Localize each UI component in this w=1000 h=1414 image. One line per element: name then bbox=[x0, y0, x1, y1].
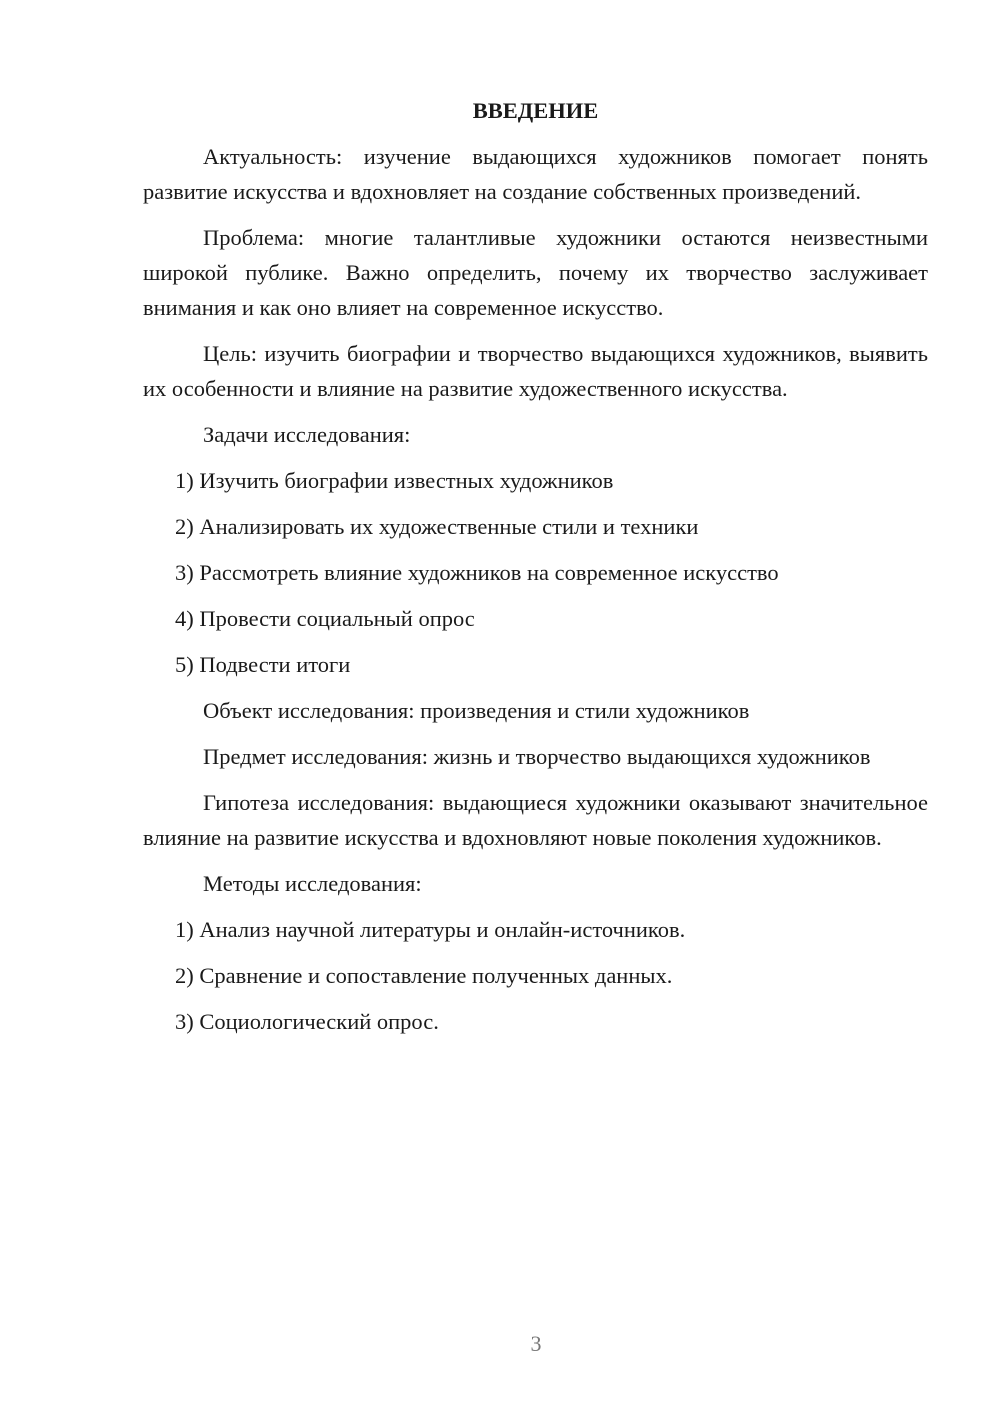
tasks-heading: Задачи исследования: bbox=[203, 422, 411, 447]
list-item: 1) Анализ научной литературы и онлайн-источников. bbox=[175, 917, 686, 942]
list-item: 4) Провести социальный опрос bbox=[175, 606, 475, 631]
problem-paragraph: Проблема: многие талантливые художники остаются неизвестными широкой публике. Важно определить, почему их творчество заслуживает внимания и как оно влияет на современное искусство. bbox=[143, 225, 928, 320]
methods-list bbox=[143, 912, 928, 1039]
object-line: Объект исследования: произведения и стили художников bbox=[203, 698, 750, 723]
page-number: 3 bbox=[530, 1331, 542, 1356]
list-item: 5) Подвести итоги bbox=[175, 652, 351, 677]
list-item: 3) Социологический опрос. bbox=[175, 1009, 439, 1034]
section-title: ВВЕДЕНИЕ bbox=[472, 98, 599, 123]
goal-paragraph: Цель: изучить биографии и творчество выдающихся художников, выявить их особенности и влияние на развитие художественного искусства. bbox=[143, 341, 928, 401]
list-item: 1) Изучить биографии известных художников bbox=[175, 468, 614, 493]
list-item: 2) Анализировать их художественные стили и техники bbox=[175, 514, 699, 539]
hypothesis-paragraph: Гипотеза исследования: выдающиеся художники оказывают значительное влияние на развитие искусства и вдохновляют новые поколения художников. bbox=[143, 790, 928, 850]
subject-paragraph: Предмет исследования: жизнь и творчество выдающихся художников bbox=[203, 744, 871, 769]
list-item: 2) Сравнение и сопоставление полученных данных. bbox=[175, 963, 673, 988]
methods-heading: Методы исследования: bbox=[203, 871, 422, 896]
relevance-paragraph: Актуальность: изучение выдающихся художников помогает понять развитие искусства и вдохновляет на создание собственных произведений. bbox=[143, 144, 928, 204]
page-content bbox=[143, 93, 928, 1050]
tasks-list bbox=[143, 463, 928, 682]
list-item: 3) Рассмотреть влияние художников на современное искусство bbox=[175, 560, 779, 585]
